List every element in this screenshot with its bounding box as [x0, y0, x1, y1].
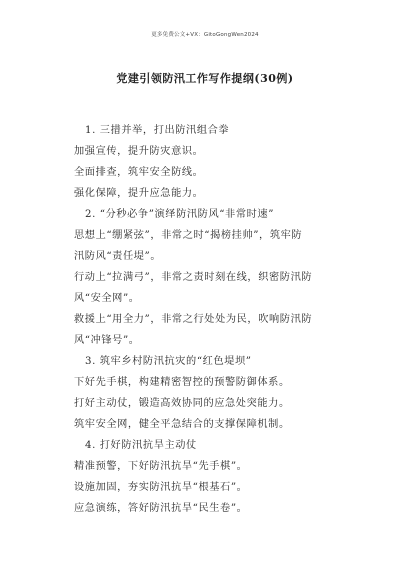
paragraph-line: 下好先手棋，构建精密智控的预警防御体系。 — [74, 377, 290, 388]
paragraph-line: 思想上“绷紧弦”，非常之时“揭榜挂帅”，筑牢防 — [74, 230, 303, 241]
section-heading-1: 1. 三措并举，打出防汛组合拳 — [85, 125, 230, 136]
paragraph-line: 设施加固，夯实防汛抗旱“根基石”。 — [74, 482, 248, 493]
paragraph-line-continued: 汛防风“责任堤”。 — [74, 251, 162, 262]
document-title: 党建引领防汛工作写作提纲(30例) — [116, 72, 294, 85]
paragraph-line: 应急演练，答好防汛抗旱“民生卷”。 — [74, 503, 248, 514]
paragraph-line-continued: 风“安全网”。 — [74, 293, 140, 304]
section-heading-2: 2. “分秒必争”演绎防汛防风“非常时速” — [85, 209, 275, 220]
section-heading-4: 4. 打好防汛抗旱主动仗 — [85, 440, 197, 451]
paragraph-line-continued: 风“冲锋号”。 — [74, 335, 140, 346]
paragraph-line: 精准预警，下好防汛抗旱“先手棋”。 — [74, 461, 248, 472]
header-note: 更多免费公文+VX：GitoGongWen2024 — [151, 32, 259, 38]
paragraph-line: 全面排查，筑牢安全防线。 — [74, 167, 204, 178]
paragraph-line: 强化保障，提升应急能力。 — [74, 188, 204, 199]
section-heading-3: 3. 筑牢乡村防汛抗灾的“红色堤坝” — [85, 356, 252, 367]
paragraph-line: 救援上“用全力”，非常之行处处为民，吹响防汛防 — [74, 314, 313, 325]
paragraph-line: 加强宣传，提升防灾意识。 — [74, 146, 204, 157]
document-body — [74, 120, 344, 519]
paragraph-line: 筑牢安全网，健全平急结合的支撑保障机制。 — [74, 419, 290, 430]
paragraph-line: 打好主动仗，锻造高效协同的应急处突能力。 — [74, 398, 290, 409]
paragraph-line: 行动上“拉满弓”，非常之责时刻在线，织密防汛防 — [74, 272, 313, 283]
